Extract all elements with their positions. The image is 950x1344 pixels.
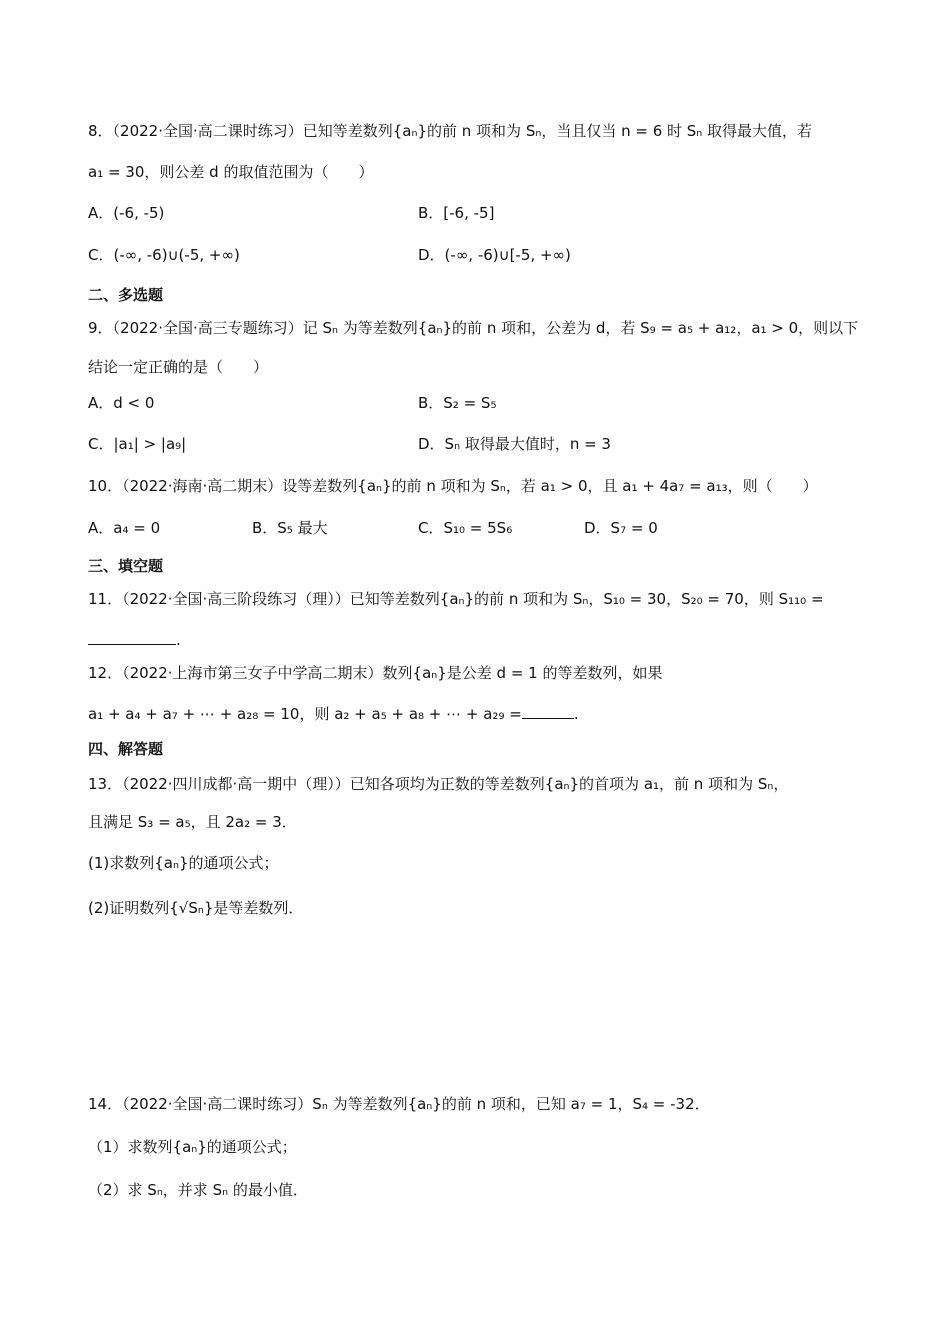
q14-part1: （1）求数列{aₙ}的通项公式； — [88, 1138, 297, 1156]
q13-part2: (2)证明数列{√Sₙ}是等差数列． — [88, 899, 304, 917]
q8-option-d: D．(-∞, -6)∪[-5, +∞) — [418, 246, 571, 264]
q8-option-c: C．(-∞, -6)∪(-5, +∞) — [88, 246, 240, 264]
q14-part2: （2）求 Sₙ，并求 Sₙ 的最小值． — [88, 1181, 308, 1199]
q8-stem-line1: 8．（2022·全国·高二课时练习）已知等差数列{aₙ}的前 n 项和为 Sₙ，当且仅当 n = 6 时 Sₙ 取得最大值，若 — [88, 122, 813, 140]
q8-stem-line2: a₁ = 30，则公差 d 的取值范围为（ ） — [88, 163, 374, 181]
q13-stem-line1: 13．（2022·四川成都·高一期中（理））已知各项均为正数的等差数列{aₙ}的首项为 a₁，前 n 项和为 Sₙ， — [88, 775, 789, 793]
q14-stem: 14．（2022·全国·高二课时练习）Sₙ 为等差数列{aₙ}的前 n 项和，已知 a₇ = 1，S₄ = -32． — [88, 1095, 710, 1113]
q13-stem-line2: 且满足 S₃ = a₅，且 2a₂ = 3． — [88, 813, 297, 831]
q11-answer-line — [88, 628, 870, 651]
q9-stem-line2: 结论一定正确的是（ ） — [88, 358, 269, 376]
section-heading-answer: 四、解答题 — [88, 740, 164, 758]
q11-period: . — [176, 631, 181, 649]
q12-answer-blank[interactable] — [522, 702, 574, 719]
q8-option-b: B．[-6, -5] — [418, 204, 495, 222]
q13-part1: (1)求数列{aₙ}的通项公式； — [88, 854, 279, 872]
q12-stem-line1: 12．（2022·上海市第三女子中学高二期末）数列{aₙ}是公差 d = 1 的等差数列，如果 — [88, 664, 663, 682]
q9-option-c: C．|a₁| > |a₉| — [88, 435, 187, 453]
q8-option-a: A．(-6, -5) — [88, 204, 165, 222]
q10-option-d: D．S₇ = 0 — [584, 519, 658, 537]
q9-option-a: A．d < 0 — [88, 394, 155, 412]
q10-option-a: A．a₄ = 0 — [88, 519, 161, 537]
q11-answer-blank[interactable] — [88, 628, 176, 645]
section-heading-fill-blank: 三、填空题 — [88, 557, 164, 575]
q11-stem: 11．（2022·全国·高三阶段练习（理））已知等差数列{aₙ}的前 n 项和为 Sₙ，S₁₀ = 30，S₂₀ = 70，则 S₁₁₀ = — [88, 590, 824, 608]
q12-equation: a₁ + a₄ + a₇ + ⋯ + a₂₈ = 10，则 a₂ + a₅ + a₈ + ⋯ + a₂₉ = — [88, 705, 522, 723]
q10-stem: 10．（2022·海南·高二期末）设等差数列{aₙ}的前 n 项和为 Sₙ，若 a₁ > 0，且 a₁ + 4a₇ = a₁₃，则（ ） — [88, 477, 818, 495]
section-heading-multi-choice: 二、多选题 — [88, 286, 164, 304]
q12-stem-line2 — [88, 702, 870, 725]
q12-period: . — [573, 705, 579, 723]
q9-option-d: D．Sₙ 取得最大值时，n = 3 — [418, 435, 611, 453]
q9-option-b: B．S₂ = S₅ — [418, 394, 497, 412]
q10-option-c: C．S₁₀ = 5S₆ — [418, 519, 513, 537]
q10-option-b: B．S₅ 最大 — [252, 519, 328, 537]
q9-stem-line1: 9．（2022·全国·高三专题练习）记 Sₙ 为等差数列{aₙ}的前 n 项和，公差为 d，若 S₉ = a₅ + a₁₂，a₁ > 0，则以下 — [88, 319, 859, 337]
